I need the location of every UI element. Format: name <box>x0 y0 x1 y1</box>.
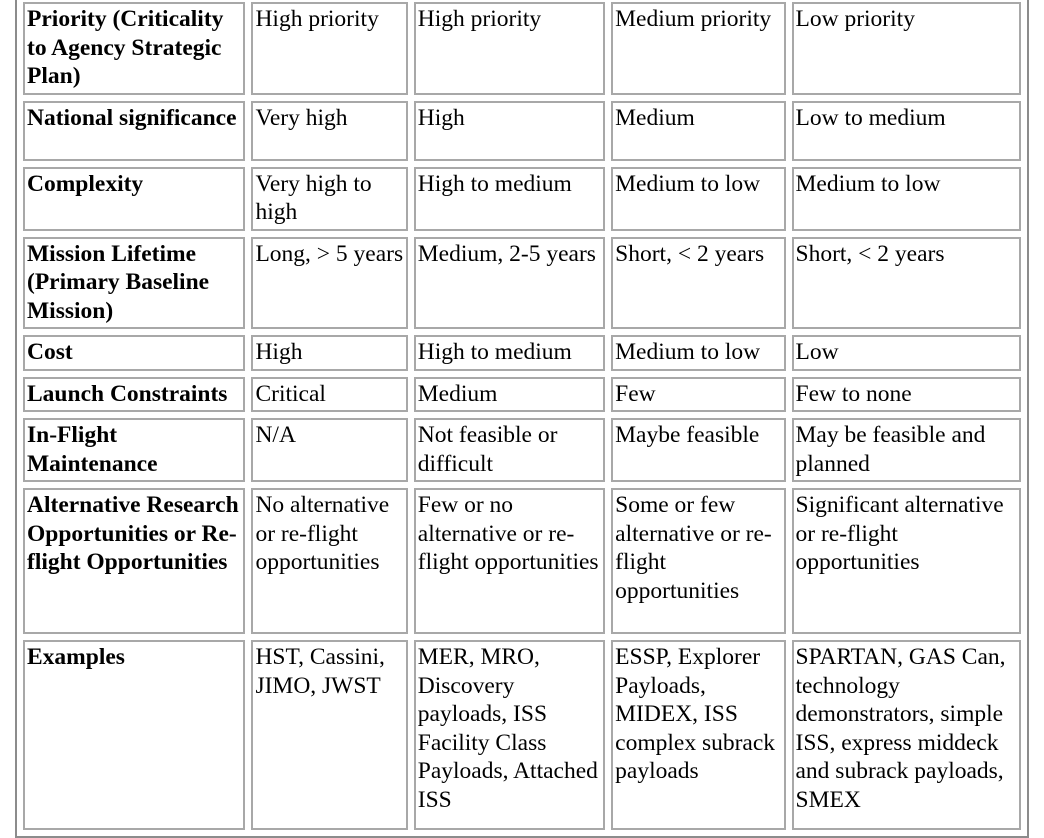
cell-text: High priority <box>255 6 379 32</box>
table-cell <box>611 237 785 330</box>
row-header-label: In-Flight Maintenance <box>27 422 158 477</box>
cell-text: ESSP, Explorer Payloads, MIDEX, ISS complex subrack payloads <box>615 644 776 784</box>
mission-classification-table <box>15 0 1029 838</box>
table-cell <box>611 488 785 634</box>
table-row <box>23 418 1021 482</box>
row-header-cell <box>23 418 245 482</box>
table-row <box>23 237 1021 330</box>
document-page <box>15 0 1029 838</box>
cell-text: Medium <box>417 380 498 407</box>
row-header-label: Alternative Research Opportunities or Re-flight Opportunities <box>27 492 239 575</box>
table-cell <box>792 640 1022 830</box>
table-cell <box>251 377 407 413</box>
cell-text: Medium priority <box>615 6 772 32</box>
cell-text: HST, Cassini, JIMO, JWST <box>255 644 385 699</box>
table-cell <box>251 2 407 95</box>
cell-text: Short, < 2 years <box>795 240 945 267</box>
cell-text: Medium to low <box>795 170 941 197</box>
row-header-cell <box>23 237 245 330</box>
table-row <box>23 101 1021 161</box>
cell-text: Some or few alternative or re-flight opportunities <box>615 492 772 604</box>
table-row <box>23 488 1021 634</box>
table-cell <box>414 640 605 830</box>
table-row <box>23 167 1021 231</box>
table-cell <box>414 167 605 231</box>
cell-text: High to medium <box>417 339 572 365</box>
cell-text: Not feasible or difficult <box>417 422 558 477</box>
cell-text: Low <box>795 339 839 365</box>
table-cell <box>611 418 785 482</box>
table-cell <box>611 167 785 231</box>
cell-text: High <box>255 339 303 365</box>
table-cell <box>251 101 407 161</box>
table-cell <box>792 335 1022 371</box>
table-cell <box>414 237 605 330</box>
cell-text: Medium, 2-5 years <box>417 240 596 267</box>
table-cell <box>414 418 605 482</box>
cell-text: Very high <box>255 104 348 131</box>
row-header-label: Examples <box>27 644 125 670</box>
table-cell <box>792 377 1022 413</box>
cell-text: Low to medium <box>795 104 946 131</box>
cell-text: Medium to low <box>615 170 761 197</box>
row-header-cell <box>23 377 245 413</box>
cell-text: Short, < 2 years <box>615 240 765 267</box>
table-cell <box>414 101 605 161</box>
table-row <box>23 2 1021 95</box>
row-header-label: Launch Constraints <box>27 380 228 407</box>
row-header-label: National significance <box>27 104 237 131</box>
table-cell <box>251 335 407 371</box>
table-row <box>23 377 1021 413</box>
row-header-label: Priority (Criticality to Agency Strategic Plan) <box>27 6 224 89</box>
row-header-cell <box>23 2 245 95</box>
cell-text: Critical <box>255 380 326 407</box>
table-cell <box>792 167 1022 231</box>
cell-text: No alternative or re-flight opportunities <box>255 492 390 575</box>
table-cell <box>611 101 785 161</box>
table-cell <box>611 2 785 95</box>
table-cell <box>251 418 407 482</box>
row-header-label: Complexity <box>27 170 144 197</box>
cell-text: Medium <box>615 104 695 131</box>
cell-text: Maybe feasible <box>615 422 760 448</box>
cell-text: Very high to high <box>255 170 372 225</box>
cell-text: MER, MRO, Discovery payloads, ISS Facility Class Payloads, Attached ISS <box>417 644 598 813</box>
cell-text: High to medium <box>417 170 572 197</box>
table-cell <box>792 237 1022 330</box>
table-cell <box>611 377 785 413</box>
row-header-cell <box>23 101 245 161</box>
table-cell <box>414 377 605 413</box>
table-cell <box>251 488 407 634</box>
cell-text: Significant alternative or re-flight opportunities <box>795 492 1004 575</box>
table-cell <box>251 640 407 830</box>
row-header-cell <box>23 488 245 634</box>
table-cell <box>611 640 785 830</box>
cell-text: Low priority <box>795 6 915 32</box>
cell-text: May be feasible and planned <box>795 422 986 477</box>
table-cell <box>792 488 1022 634</box>
cell-text: Long, > 5 years <box>255 240 404 267</box>
cell-text: Few or no alternative or re-flight opportunities <box>417 492 599 575</box>
table-row <box>23 640 1021 830</box>
table-cell <box>792 101 1022 161</box>
row-header-cell <box>23 640 245 830</box>
table-row <box>23 335 1021 371</box>
table-cell <box>611 335 785 371</box>
cell-text: High priority <box>417 6 542 32</box>
table-cell <box>414 488 605 634</box>
cell-text: N/A <box>255 422 296 448</box>
row-header-cell <box>23 167 245 231</box>
table-cell <box>251 167 407 231</box>
table-cell <box>792 2 1022 95</box>
row-header-label: Cost <box>27 339 73 365</box>
cell-text: Few to none <box>795 380 912 407</box>
table-cell <box>414 2 605 95</box>
cell-text: Few <box>615 380 656 407</box>
cell-text: Medium to low <box>615 339 761 365</box>
cell-text: High <box>417 104 465 131</box>
table-cell <box>414 335 605 371</box>
row-header-label: Mission Lifetime (Primary Baseline Mission) <box>27 240 210 324</box>
table-cell <box>792 418 1022 482</box>
table-cell <box>251 237 407 330</box>
row-header-cell <box>23 335 245 371</box>
cell-text: SPARTAN, GAS Can, technology demonstrators, simple ISS, express middeck and subrack payloads, SMEX <box>795 644 1006 813</box>
